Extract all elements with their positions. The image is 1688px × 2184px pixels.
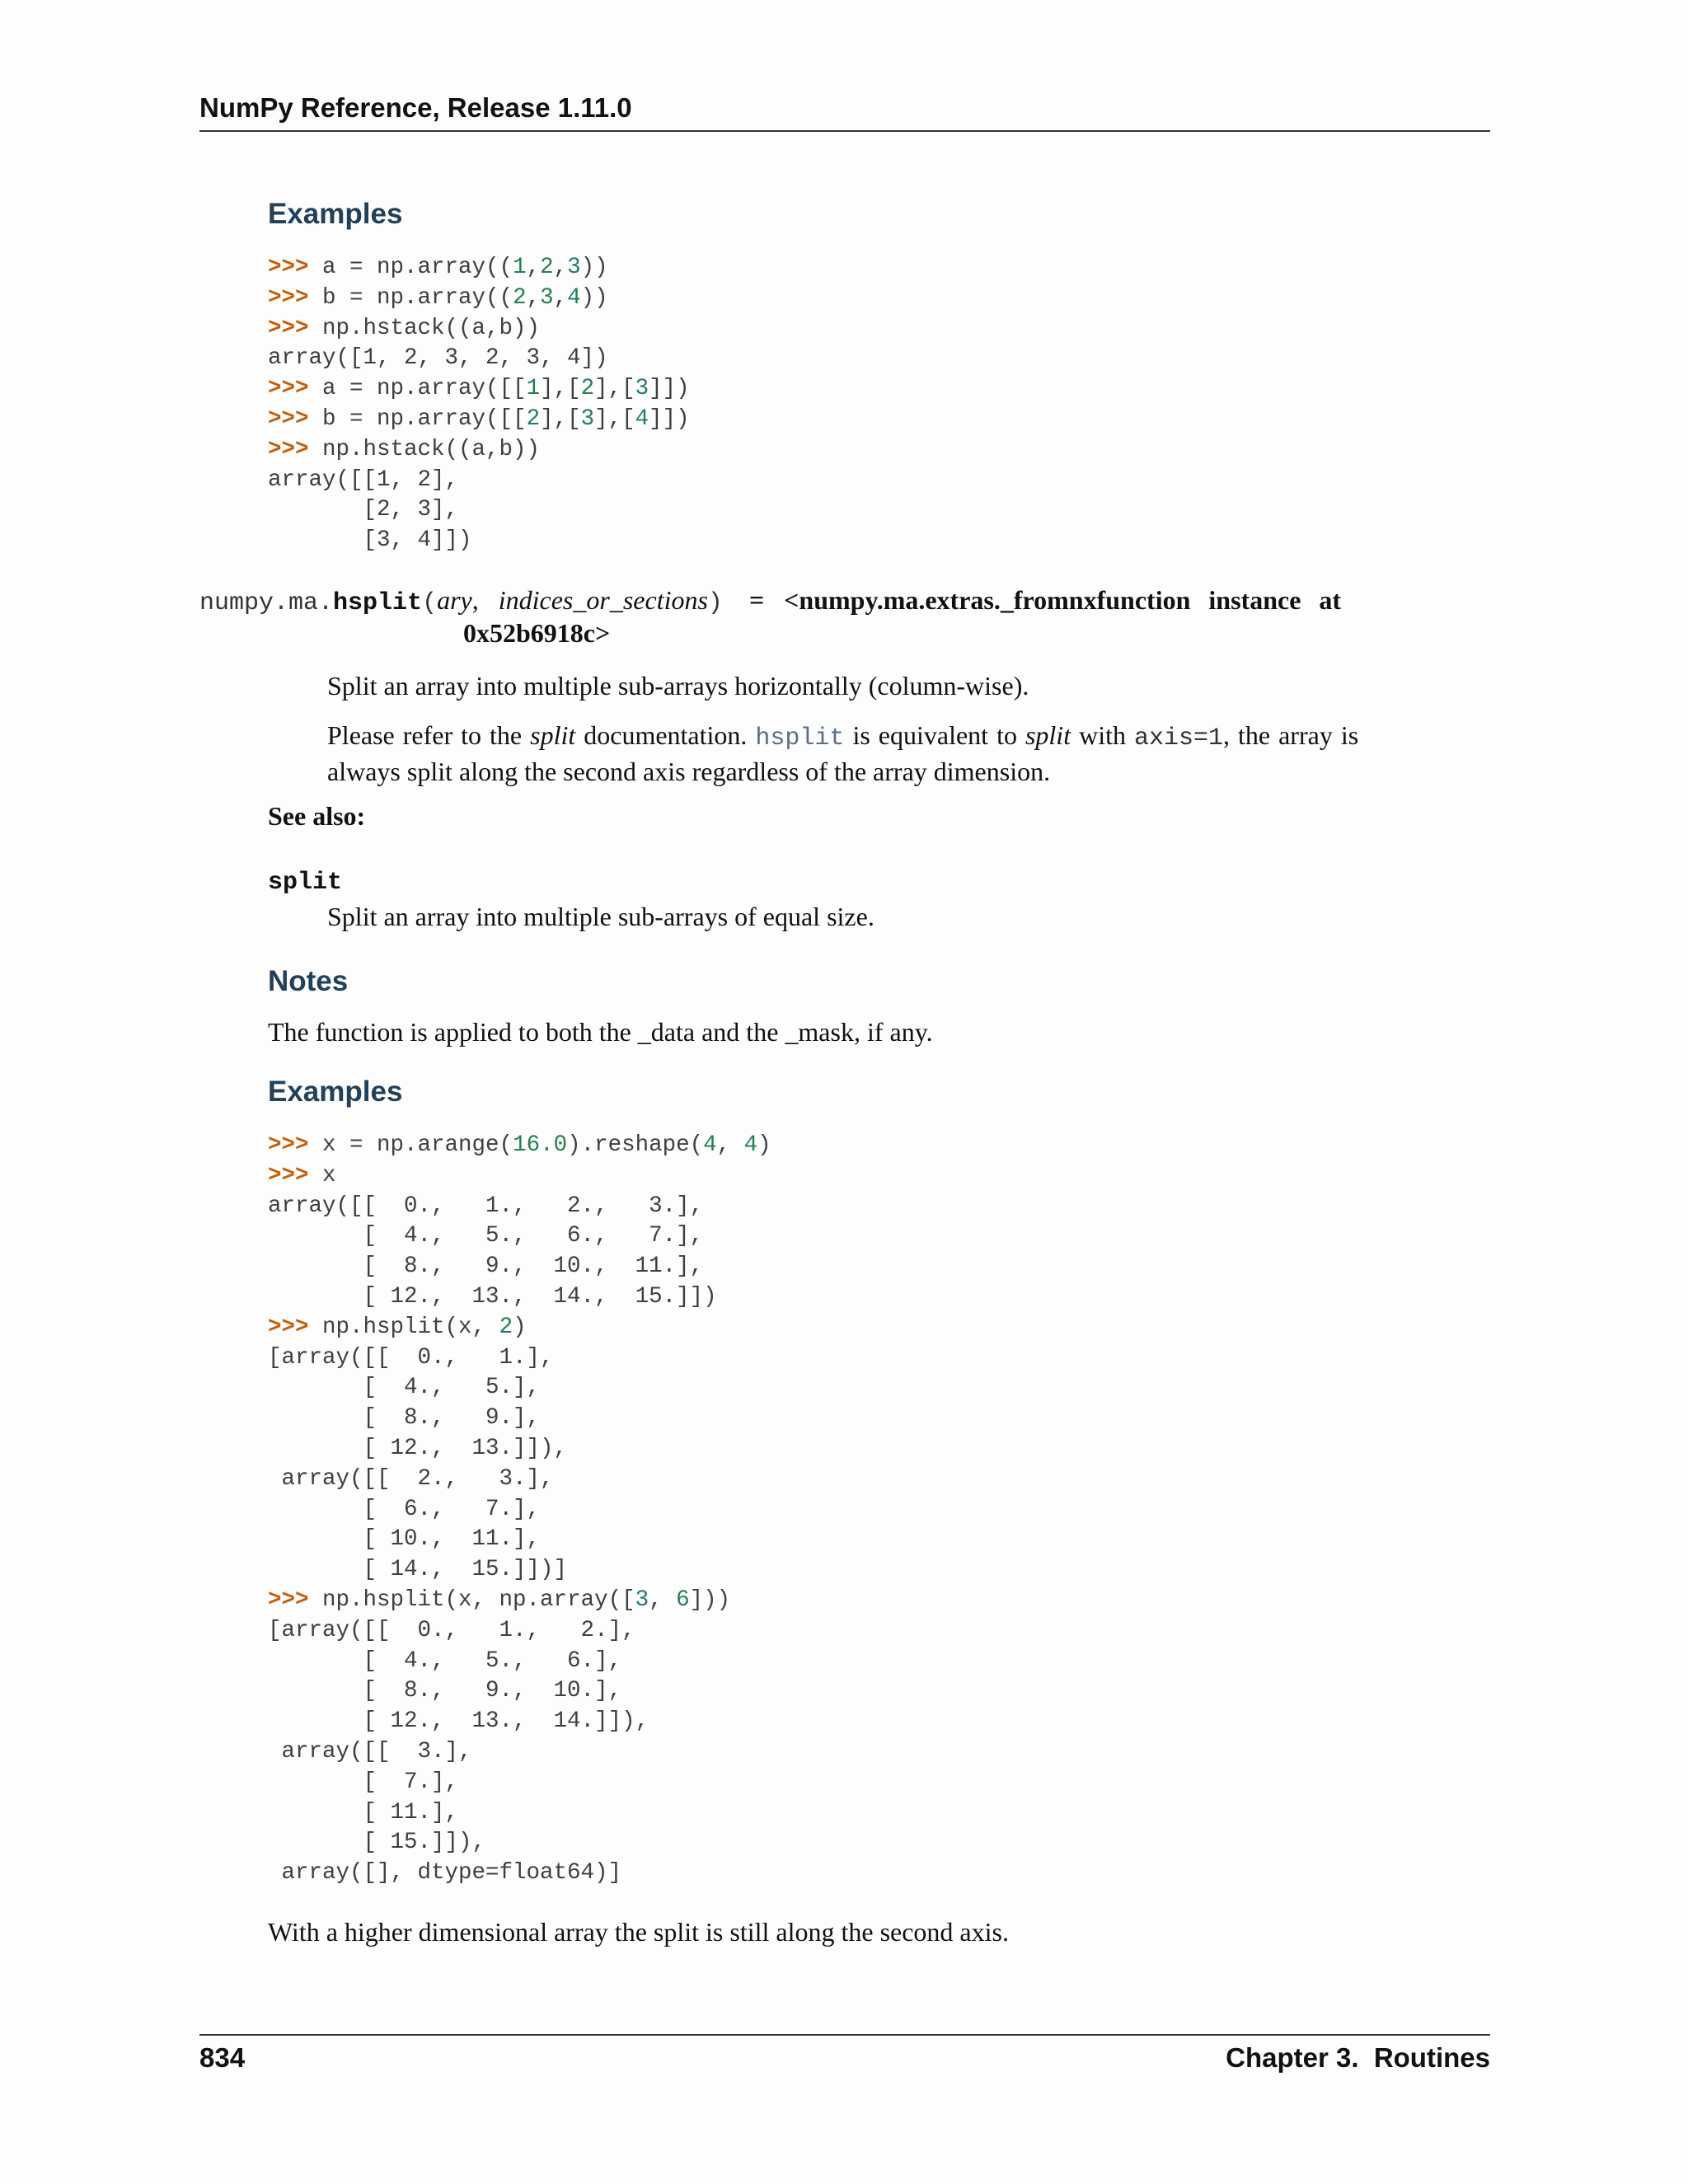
- code-text: b = np.array([[: [322, 405, 527, 432]
- code-line: [268, 1221, 771, 1252]
- code-text: ): [513, 1314, 527, 1340]
- code-text: ,: [526, 255, 541, 280]
- code-text: ]]): [649, 405, 690, 432]
- code-text: [array([[ 0., 1., 2.],: [268, 1617, 635, 1643]
- code-line: [268, 1313, 771, 1343]
- code-prompt: >>>: [268, 1314, 323, 1340]
- hsplit-literal: hsplit: [755, 724, 845, 752]
- code-text: )): [580, 284, 608, 311]
- code-text: array([[ 2., 3.],: [268, 1465, 554, 1492]
- code-text: np.hsplit(x, np.array([: [322, 1586, 635, 1613]
- code-text: array([[ 0., 1., 2., 3.],: [268, 1193, 704, 1219]
- signature-arg-indices: indices_or_sections: [498, 585, 708, 615]
- code-text: ,: [553, 255, 568, 280]
- code-text: array([[1, 2],: [268, 466, 459, 493]
- code-prompt: >>>: [268, 315, 323, 341]
- page-number: 834: [199, 2042, 246, 2073]
- code-number: 16.0: [513, 1132, 568, 1158]
- signature-value-line1: <numpy.ma.extras._fromnxfunction instance at: [784, 585, 1342, 615]
- code-text: [ 8., 9., 10., 11.],: [268, 1254, 704, 1280]
- code-text: np.hstack((a,b)): [322, 436, 541, 462]
- code-text: [ 14., 15.]])]: [268, 1557, 568, 1583]
- code-text: a = np.array([[: [322, 376, 527, 402]
- code-text: [2, 3],: [268, 497, 459, 523]
- code-line: [268, 1192, 771, 1222]
- code-text: )): [580, 255, 608, 280]
- code-line: [268, 1586, 771, 1616]
- code-text: [ 8., 9.],: [268, 1405, 541, 1432]
- code-line: [268, 1828, 771, 1858]
- description-paragraph-1: Split an array into multiple sub-arrays horizontally (column-wise).: [327, 671, 1029, 701]
- code-number: 2: [580, 376, 595, 402]
- code-prompt: >>>: [268, 255, 323, 280]
- code-line: [268, 1737, 771, 1768]
- desc-text-a: Please refer to the: [327, 720, 531, 750]
- code-text: ,: [553, 284, 568, 311]
- code-number: 3: [540, 284, 554, 311]
- code-line: [268, 1252, 771, 1282]
- code-number: 3: [635, 1586, 649, 1613]
- code-line: [268, 1465, 771, 1495]
- code-text: array([[ 3.],: [268, 1738, 472, 1765]
- code-text: ]]): [649, 376, 690, 402]
- code-text: [ 11.],: [268, 1799, 459, 1825]
- code-line: [268, 1434, 771, 1465]
- code-line: [268, 1525, 771, 1555]
- code-number: 2: [526, 405, 541, 432]
- code-text: x: [322, 1162, 336, 1188]
- code-text: ).reshape(: [567, 1132, 704, 1158]
- code-text: [3, 4]]): [268, 527, 472, 554]
- see-also-heading: See also:: [268, 801, 366, 831]
- code-number: 4: [743, 1132, 758, 1158]
- see-also-definition: Split an array into multiple sub-arrays of equal size.: [327, 902, 874, 931]
- split-reference-1: split: [530, 720, 576, 750]
- code-text: [ 10., 11.],: [268, 1526, 541, 1553]
- code-line: [268, 253, 690, 284]
- code-text: ],[: [540, 405, 581, 432]
- code-line: [268, 1676, 771, 1707]
- code-line: [268, 435, 690, 466]
- closing-paragraph: With a higher dimensional array the split is still along the second axis.: [268, 1917, 1009, 1947]
- code-text: array([1, 2, 3, 2, 3, 4]): [268, 345, 608, 372]
- signature-function-name: hsplit: [333, 589, 423, 617]
- code-prompt: >>>: [268, 405, 323, 432]
- code-line: [268, 1647, 771, 1677]
- axis-literal: axis=1: [1133, 724, 1223, 752]
- code-block-2: [268, 1131, 771, 1889]
- notes-text: The function is applied to both the _data and the _mask, if any.: [268, 1017, 933, 1047]
- code-text: a = np.array((: [322, 255, 513, 280]
- code-text: ],[: [540, 376, 581, 402]
- signature-close-paren: ): [707, 589, 723, 617]
- code-text: [array([[ 0., 1.],: [268, 1344, 554, 1371]
- code-number: 2: [540, 255, 554, 280]
- code-number: 1: [526, 376, 541, 402]
- code-block-1: [268, 253, 690, 556]
- code-text: ])): [689, 1586, 731, 1613]
- code-text: [ 12., 13., 14.]]),: [268, 1708, 649, 1735]
- signature-comma: ,: [471, 585, 479, 615]
- code-prompt: >>>: [268, 1586, 323, 1613]
- code-line: [268, 1495, 771, 1526]
- code-line: [268, 1131, 771, 1161]
- code-line: [268, 1282, 771, 1313]
- code-line: [268, 1404, 771, 1434]
- code-prompt: >>>: [268, 1162, 323, 1188]
- code-text: array([], dtype=float64)]: [268, 1860, 622, 1886]
- signature-equals: =: [748, 585, 765, 615]
- code-line: [268, 495, 690, 526]
- code-text: x = np.arange(: [322, 1132, 513, 1158]
- examples-heading-2: Examples: [268, 1076, 403, 1108]
- code-line: [268, 1555, 771, 1586]
- code-line: [268, 1858, 771, 1889]
- function-signature: [199, 583, 1341, 620]
- code-line: [268, 314, 690, 344]
- code-number: 2: [513, 284, 527, 311]
- desc-line-2: always split along the second axis regardless of the array dimension.: [327, 757, 1051, 786]
- desc-text-i: , the array is: [1223, 720, 1359, 750]
- header-rule: [199, 130, 1490, 132]
- code-number: 6: [676, 1586, 690, 1613]
- examples-heading-1: Examples: [268, 198, 403, 230]
- description-paragraph-2: [327, 719, 1432, 788]
- desc-text-e: is equivalent to: [844, 720, 1025, 750]
- code-text: b = np.array((: [322, 284, 513, 311]
- code-prompt: >>>: [268, 436, 323, 462]
- code-line: [268, 1161, 771, 1192]
- footer-chapter: Chapter 3. Routines: [1226, 2042, 1490, 2073]
- code-line: [268, 1373, 771, 1404]
- code-number: 1: [513, 255, 527, 280]
- code-text: ,: [716, 1132, 744, 1158]
- code-prompt: >>>: [268, 1132, 323, 1158]
- code-line: [268, 466, 690, 496]
- code-line: [268, 374, 690, 405]
- code-line: [268, 405, 690, 435]
- running-header-title: NumPy Reference, Release 1.11.0: [199, 92, 632, 123]
- code-line: [268, 1798, 771, 1829]
- code-number: 4: [703, 1132, 717, 1158]
- code-text: ],[: [594, 376, 635, 402]
- code-text: np.hstack((a,b)): [322, 315, 541, 341]
- signature-arg-ary: ary: [437, 585, 472, 615]
- code-text: [ 4., 5., 6., 7.],: [268, 1223, 704, 1249]
- code-line: [268, 1343, 771, 1374]
- see-also-split-link[interactable]: split: [268, 869, 343, 897]
- footer-rule: [199, 2034, 1490, 2036]
- code-text: ,: [649, 1586, 677, 1613]
- code-line: [268, 1616, 771, 1647]
- code-text: [ 8., 9., 10.],: [268, 1678, 622, 1704]
- code-number: 4: [567, 284, 581, 311]
- code-number: 3: [635, 376, 649, 402]
- code-text: [ 15.]]),: [268, 1830, 486, 1856]
- notes-heading: Notes: [268, 965, 349, 997]
- code-line: [268, 344, 690, 374]
- code-text: ): [757, 1132, 771, 1158]
- code-text: [ 4., 5.],: [268, 1375, 541, 1401]
- signature-value-line2: 0x52b6918c>: [463, 618, 611, 648]
- code-text: ],[: [594, 405, 635, 432]
- code-text: [ 7.],: [268, 1769, 459, 1795]
- code-line: [268, 526, 690, 556]
- code-text: ,: [526, 284, 541, 311]
- code-text: [ 12., 13., 14., 15.]]): [268, 1283, 717, 1310]
- code-number: 4: [635, 405, 649, 432]
- code-text: [ 6., 7.],: [268, 1496, 541, 1522]
- split-reference-2: split: [1025, 720, 1071, 750]
- code-prompt: >>>: [268, 376, 323, 402]
- code-text: [ 4., 5., 6.],: [268, 1647, 622, 1674]
- signature-module: numpy.ma.: [199, 589, 334, 617]
- code-prompt: >>>: [268, 284, 323, 311]
- code-line: [268, 1707, 771, 1737]
- code-number: 3: [580, 405, 595, 432]
- code-number: 2: [499, 1314, 513, 1340]
- code-number: 3: [567, 255, 581, 280]
- desc-text-c: documentation.: [575, 720, 756, 750]
- code-line: [268, 284, 690, 314]
- code-text: [ 12., 13.]]),: [268, 1435, 568, 1461]
- signature-open-paren: (: [422, 589, 438, 617]
- desc-text-g: with: [1071, 720, 1134, 750]
- code-line: [268, 1768, 771, 1798]
- code-text: np.hsplit(x,: [322, 1314, 499, 1340]
